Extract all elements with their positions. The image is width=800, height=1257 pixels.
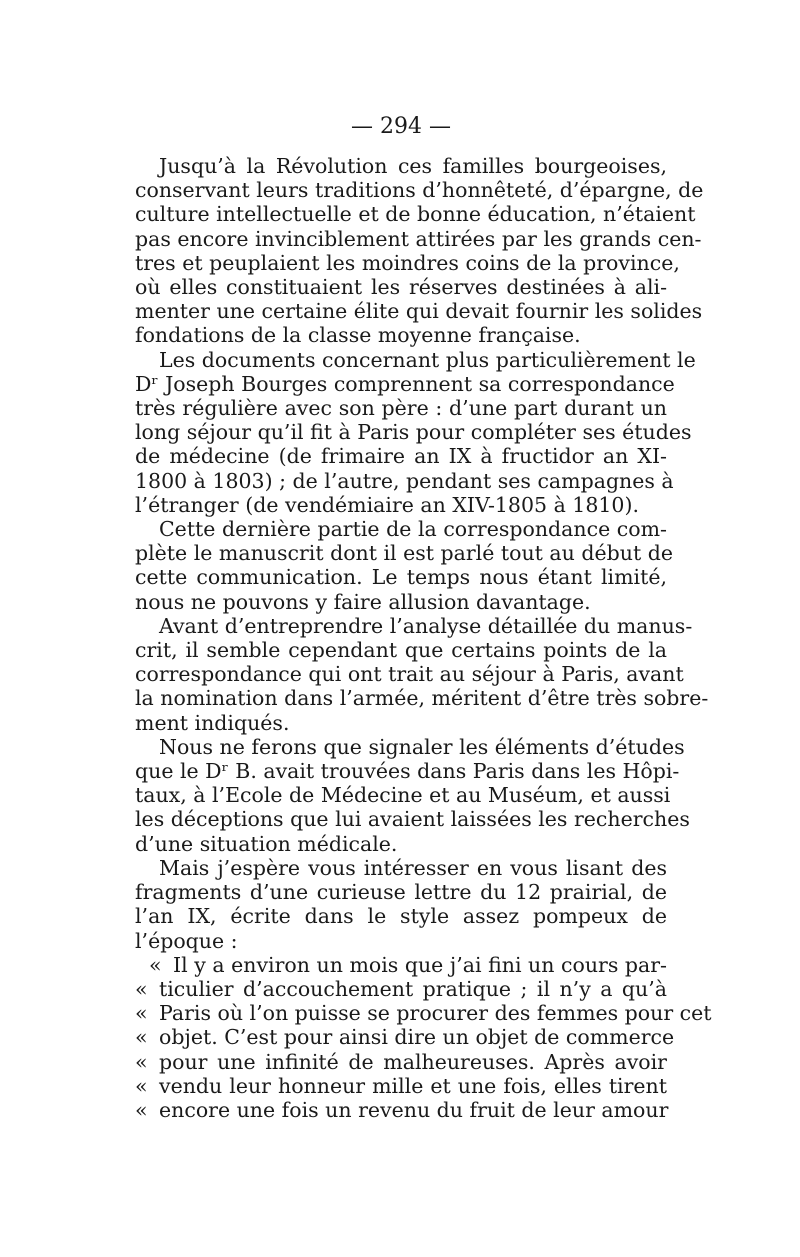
quote-text: objet. C’est pour ainsi dire un objet de commerce <box>159 1025 675 1050</box>
page-number: — 294 — <box>351 114 451 139</box>
text-line: l’an IX, écrite dans le style assez pompeux de <box>135 904 667 929</box>
text-line: ment indiqués. <box>135 710 290 735</box>
quote-text: Paris où l’on puisse se procurer des femmes pour cet <box>159 1001 712 1026</box>
text-line: crit, il semble cependant que certains points de la <box>135 638 667 663</box>
text-line: l’étranger (de vendémiaire an XIV-1805 à 1810). <box>135 492 639 517</box>
text-line: plète le manuscrit dont il est parlé tout au début de <box>135 541 673 566</box>
guillemet: « <box>135 976 148 1001</box>
text-line: Dʳ Joseph Bourges comprennent sa correspondance <box>135 371 675 396</box>
text-line: l’époque : <box>135 928 238 953</box>
book-page <box>135 112 712 1122</box>
text-line: les déceptions que lui avaient laissées les recherches <box>135 807 690 832</box>
text-line: Mais j’espère vous intéresser en vous lisant des <box>159 855 667 880</box>
text-line: menter une certaine élite qui devait fournir les solides <box>135 299 703 324</box>
text-line: très régulière avec son père : d’une part durant un <box>135 396 667 421</box>
text-line: pas encore invinciblement attirées par les grands cen- <box>135 226 702 251</box>
guillemet: « <box>149 952 162 977</box>
text-line: cette communication. Le temps nous étant limité, <box>135 565 667 590</box>
quote-line <box>135 1074 667 1098</box>
quote-text: encore une fois un revenu du fruit de leur amour <box>159 1097 669 1122</box>
text-line: nous ne pouvons y faire allusion davantage. <box>135 589 591 614</box>
text-line: la nomination dans l’armée, méritent d’être très sobre- <box>135 686 709 711</box>
text-line: tres et peuplaient les moindres coins de la province, <box>135 250 680 275</box>
text-line: Les documents concernant plus particulièrement le <box>159 347 696 372</box>
paragraph-5 <box>135 734 690 856</box>
text-line: de médecine (de frimaire an IX à fructidor an XI- <box>135 444 667 469</box>
text-line: fragments d’une curieuse lettre du 12 prairial, de <box>135 880 667 905</box>
paragraph-6 <box>135 856 667 953</box>
text-line: long séjour qu’il fit à Paris pour compléter ses études <box>135 420 692 445</box>
quote-text: ticulier d’accouchement pratique ; il n’y a qu’à <box>159 976 667 1001</box>
guillemet: « <box>135 1073 148 1098</box>
guillemet: « <box>135 1097 148 1122</box>
letter-quotation <box>135 952 712 1122</box>
paragraph-4 <box>135 613 709 735</box>
text-line: 1800 à 1803) ; de l’autre, pendant ses campagnes à <box>135 468 674 493</box>
guillemet: « <box>135 1049 148 1074</box>
text-line: Avant d’entreprendre l’analyse détaillée du manus- <box>159 613 693 638</box>
text-line: que le Dʳ B. avait trouvées dans Paris dans les Hôpi- <box>135 759 680 784</box>
guillemet: « <box>135 1001 148 1026</box>
text-line: Jusqu’à la Révolution ces familles bourgeoises, <box>159 154 667 178</box>
text-line: taux, à l’Ecole de Médecine et au Muséum, et aussi <box>135 783 671 808</box>
text-line: correspondance qui ont trait au séjour à Paris, avant <box>135 662 684 687</box>
quote-text: Il y a environ un mois que j’ai fini un cours par- <box>173 952 667 977</box>
quote-text: vendu leur honneur mille et une fois, elles tirent <box>159 1073 667 1098</box>
quote-line <box>135 1025 675 1050</box>
paragraph-1 <box>135 154 704 348</box>
text-line: Cette dernière partie de la correspondance com- <box>159 517 667 542</box>
text-line: culture intellectuelle et de bonne éducation, n’étaient <box>135 202 696 227</box>
text-line: fondations de la classe moyenne française. <box>135 323 581 348</box>
quote-text: pour une infinité de malheureuses. Après avoir <box>159 1049 667 1074</box>
text-line: d’une situation médicale. <box>135 831 398 856</box>
paragraph-2 <box>135 347 696 517</box>
quote-line <box>135 977 667 1001</box>
text-line: Nous ne ferons que signaler les éléments d’études <box>159 734 685 759</box>
quote-line <box>135 1050 667 1074</box>
quote-line <box>135 1098 667 1122</box>
quote-line <box>135 1001 712 1026</box>
text-line: où elles constituaient les réserves destinées à ali- <box>135 275 667 300</box>
paragraph-3 <box>135 517 673 614</box>
text-line: conservant leurs traditions d’honnêteté, d’épargne, de <box>135 178 704 203</box>
quote-line <box>135 953 667 977</box>
guillemet: « <box>135 1025 148 1050</box>
